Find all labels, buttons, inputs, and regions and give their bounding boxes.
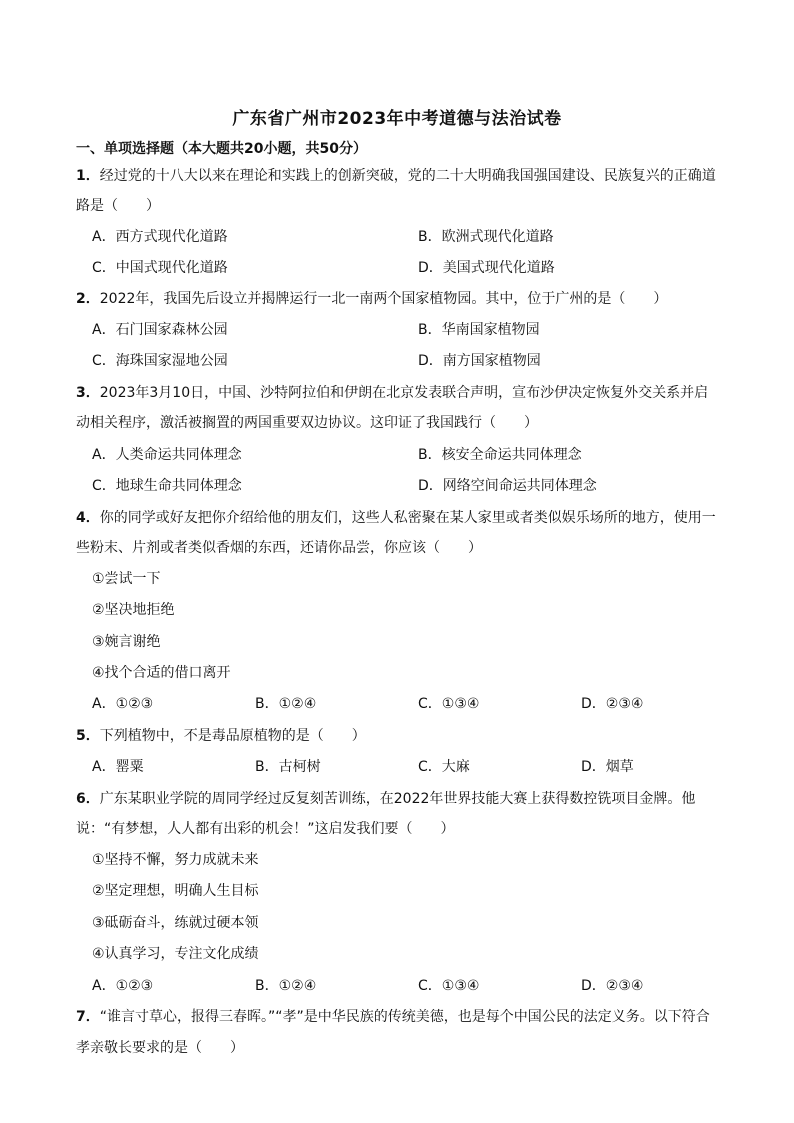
q1-option-a[interactable]: A．西方式现代化道路 [92,229,228,245]
q6-statement-3: ③砥砺奋斗，练就过硬本领 [92,915,259,931]
question-text: 经过党的十八大以来在理论和实践上的创新突破，党的二十大明确我国强国建设、民族复兴的正确道 [99,168,716,184]
q6-option-b[interactable]: B．①②④ [255,978,317,994]
question-number: 3． [76,385,100,401]
question-7 [76,1007,710,1027]
question-3-line2: 动相关程序，激活被搁置的两国重要双边协议。这印证了我国践行（ ） [76,415,538,431]
question-number: 5． [76,728,100,744]
q6-statement-2: ②坚定理想，明确人生目标 [92,883,259,899]
question-4-line2: 些粉末、片剂或者类似香烟的东西，还请你品尝，你应该（ ） [76,540,482,556]
q6-statement-1: ①坚持不懈，努力成就未来 [92,852,259,868]
question-number: 2． [76,291,100,307]
q4-option-b[interactable]: B．①②④ [255,696,317,712]
question-text: 下列植物中，不是毒品原植物的是（ ） [99,728,366,744]
question-3 [76,383,708,403]
q5-option-d[interactable]: D．烟草 [581,759,634,775]
question-text: 你的同学或好友把你介绍给他的朋友们，这些人私密聚在某人家里或者类似娱乐场所的地方，使用一 [99,510,716,526]
question-5 [76,726,366,746]
q6-option-d[interactable]: D．②③④ [581,978,644,994]
q2-option-a[interactable]: A．石门国家森林公园 [92,322,228,338]
exam-title: 广东省广州市2023年中考道德与法治试卷 [232,109,562,129]
question-2 [76,289,667,309]
question-4 [76,508,716,528]
q6-option-c[interactable]: C．①③④ [418,978,480,994]
q4-statement-2: ②坚决地拒绝 [92,602,175,618]
q2-option-d[interactable]: D．南方国家植物园 [418,353,541,369]
question-number: 6． [76,791,100,807]
q3-option-c[interactable]: C．地球生命共同体理念 [92,478,242,494]
q2-option-c[interactable]: C．海珠国家湿地公园 [92,353,228,369]
question-1 [76,166,716,186]
q3-option-a[interactable]: A．人类命运共同体理念 [92,447,242,463]
question-6 [76,789,695,809]
question-1-line2: 路是（ ） [76,198,160,214]
question-6-line2: 说：“有梦想，人人都有出彩的机会！”这启发我们要（ ） [76,821,455,837]
question-text: “谁言寸草心，报得三春晖。”“孝”是中华民族的传统美德，也是每个中国公民的法定义务。以下符合 [99,1009,710,1025]
q1-option-b[interactable]: B．欧洲式现代化道路 [418,229,554,245]
section-heading: 一、单项选择题（本大题共20小题，共50分） [76,141,367,157]
question-number: 7． [76,1009,100,1025]
q3-option-d[interactable]: D．网络空间命运共同体理念 [418,478,597,494]
q6-statement-4: ④认真学习，专注文化成绩 [92,946,259,962]
q4-option-c[interactable]: C．①③④ [418,696,480,712]
q4-option-d[interactable]: D．②③④ [581,696,644,712]
question-text: 2022年，我国先后设立并揭牌运行一北一南两个国家植物园。其中，位于广州的是（ ） [99,291,668,307]
q5-option-a[interactable]: A．罂粟 [92,759,144,775]
q4-statement-1: ①尝试一下 [92,571,161,587]
q3-option-b[interactable]: B．核安全命运共同体理念 [418,447,582,463]
q4-statement-4: ④找个合适的借口离开 [92,665,231,681]
q6-option-a[interactable]: A．①②③ [92,978,154,994]
question-number: 4． [76,510,100,526]
question-number: 1． [76,168,100,184]
q4-statement-3: ③婉言谢绝 [92,634,161,650]
q2-option-b[interactable]: B．华南国家植物园 [418,322,540,338]
q5-option-b[interactable]: B．古柯树 [255,759,321,775]
question-text: 广东某职业学院的周同学经过反复刻苦训练，在2022年世界技能大赛上获得数控铣项目金牌。他 [99,791,696,807]
q1-option-c[interactable]: C．中国式现代化道路 [92,260,228,276]
q5-option-c[interactable]: C．大麻 [418,759,470,775]
question-text: 2023年3月10日，中国、沙特阿拉伯和伊朗在北京发表联合声明，宣布沙伊决定恢复外交关系并启 [99,385,709,401]
question-7-line2: 孝亲敬长要求的是（ ） [76,1040,244,1056]
q1-option-d[interactable]: D．美国式现代化道路 [418,260,555,276]
q4-option-a[interactable]: A．①②③ [92,696,154,712]
